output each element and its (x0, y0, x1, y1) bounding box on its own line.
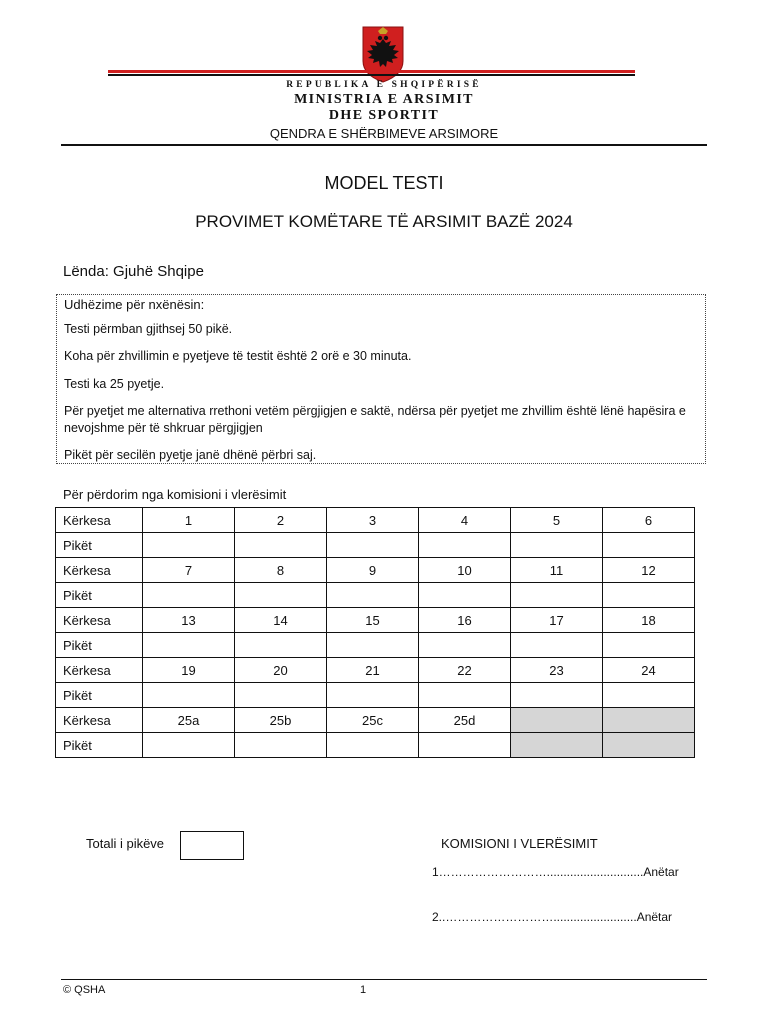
question-number-cell: 15 (327, 608, 419, 633)
instruction-line: Testi ka 25 pyetje. (64, 377, 165, 391)
table-row-kerkesa (56, 658, 695, 683)
points-entry-cell[interactable] (419, 583, 511, 608)
shaded-cell (603, 708, 695, 733)
commission-title: KOMISIONI I VLERËSIMIT (441, 836, 598, 851)
header-red-rule (108, 70, 635, 73)
header-divider (61, 144, 707, 146)
question-number-cell: 20 (235, 658, 327, 683)
total-points-field[interactable] (180, 831, 244, 860)
points-entry-cell[interactable] (419, 733, 511, 758)
points-entry-cell[interactable] (603, 533, 695, 558)
row-label-piket: Pikët (56, 633, 143, 658)
shaded-cell (511, 708, 603, 733)
page-number: 1 (360, 984, 367, 996)
points-entry-cell[interactable] (143, 633, 235, 658)
table-row-piket (56, 583, 695, 608)
points-entry-cell[interactable] (235, 633, 327, 658)
points-entry-cell[interactable] (419, 533, 511, 558)
points-entry-cell[interactable] (235, 583, 327, 608)
points-entry-cell[interactable] (603, 683, 695, 708)
question-number-cell: 22 (419, 658, 511, 683)
question-number-cell: 3 (327, 508, 419, 533)
points-entry-cell[interactable] (327, 583, 419, 608)
points-entry-cell[interactable] (327, 533, 419, 558)
footer-divider (61, 979, 707, 980)
points-entry-cell[interactable] (603, 583, 695, 608)
points-entry-cell[interactable] (603, 633, 695, 658)
row-label-kerkesa: Kërkesa (56, 508, 143, 533)
table-caption: Për përdorim nga komisioni i vlerësimit (63, 487, 287, 502)
table-row-kerkesa (56, 608, 695, 633)
points-entry-cell[interactable] (235, 683, 327, 708)
question-number-cell: 24 (603, 658, 695, 683)
instruction-line: Pikët për secilën pyetje janë dhënë përbri saj. (64, 448, 317, 462)
question-number-cell: 1 (143, 508, 235, 533)
question-number-cell: 11 (511, 558, 603, 583)
question-number-cell: 7 (143, 558, 235, 583)
question-number-cell: 6 (603, 508, 695, 533)
total-points-label: Totali i pikëve (86, 836, 165, 851)
instruction-line: Për pyetjet me alternativa rrethoni vetëm përgjigjen e saktë, ndërsa për pyetjet me zhvillim është lënë hapësira e nevojshme për të shkruar përgjigjen (64, 404, 686, 435)
document-title: MODEL TESTI (324, 173, 444, 193)
instruction-line: Testi përmban gjithsej 50 pikë. (64, 322, 233, 336)
question-number-cell: 17 (511, 608, 603, 633)
question-number-cell: 2 (235, 508, 327, 533)
question-number-cell: 21 (327, 658, 419, 683)
table-row-kerkesa (56, 508, 695, 533)
republika-heading: REPUBLIKA E SHQIPËRISË (286, 80, 482, 90)
instructions-heading: Udhëzime për nxënësin: (64, 297, 205, 312)
commission-member-line-1: 1……………………….............................Anëtar (432, 865, 679, 879)
question-number-cell: 16 (419, 608, 511, 633)
table-row-kerkesa (56, 558, 695, 583)
points-entry-cell[interactable] (419, 633, 511, 658)
points-entry-cell[interactable] (511, 533, 603, 558)
center-heading: QENDRA E SHËRBIMEVE ARSIMORE (269, 126, 499, 141)
question-number-cell: 4 (419, 508, 511, 533)
table-row-piket (56, 733, 695, 758)
question-number-cell: 5 (511, 508, 603, 533)
points-entry-cell[interactable] (143, 733, 235, 758)
document-subtitle: PROVIMET KOMËTARE TË ARSIMIT BAZË 2024 (195, 212, 573, 231)
subject-label: Lënda: Gjuhë Shqipe (63, 263, 204, 280)
table-row-piket (56, 533, 695, 558)
row-label-piket: Pikët (56, 733, 143, 758)
row-label-kerkesa: Kërkesa (56, 608, 143, 633)
row-label-kerkesa: Kërkesa (56, 708, 143, 733)
header-black-rule (108, 74, 635, 76)
table-row-kerkesa (56, 708, 695, 733)
points-entry-cell[interactable] (235, 533, 327, 558)
scoring-table (55, 507, 695, 758)
points-entry-cell[interactable] (419, 683, 511, 708)
points-entry-cell[interactable] (327, 683, 419, 708)
question-number-cell: 10 (419, 558, 511, 583)
question-number-cell: 8 (235, 558, 327, 583)
row-label-piket: Pikët (56, 583, 143, 608)
commission-member-line-2: 2..……………………….........................Anëtar (432, 910, 673, 924)
question-number-cell: 9 (327, 558, 419, 583)
footer-copyright: © QSHA (63, 984, 106, 996)
row-label-kerkesa: Kërkesa (56, 658, 143, 683)
row-label-piket: Pikët (56, 683, 143, 708)
row-label-piket: Pikët (56, 533, 143, 558)
instruction-line: Koha për zhvillimin e pyetjeve të testit është 2 orë e 30 minuta. (64, 349, 412, 363)
points-entry-cell[interactable] (143, 683, 235, 708)
points-entry-cell[interactable] (327, 733, 419, 758)
question-number-cell: 12 (603, 558, 695, 583)
shaded-cell (603, 733, 695, 758)
instructions-box (56, 294, 706, 464)
shaded-cell (511, 733, 603, 758)
question-number-cell: 23 (511, 658, 603, 683)
points-entry-cell[interactable] (235, 733, 327, 758)
question-number-cell: 25a (143, 708, 235, 733)
question-number-cell: 14 (235, 608, 327, 633)
points-entry-cell[interactable] (511, 583, 603, 608)
question-number-cell: 25d (419, 708, 511, 733)
ministry-heading: MINISTRIA E ARSIMIT (294, 92, 474, 107)
row-label-kerkesa: Kërkesa (56, 558, 143, 583)
points-entry-cell[interactable] (143, 533, 235, 558)
table-row-piket (56, 683, 695, 708)
question-number-cell: 25c (327, 708, 419, 733)
points-entry-cell[interactable] (511, 633, 603, 658)
points-entry-cell[interactable] (511, 683, 603, 708)
question-number-cell: 25b (235, 708, 327, 733)
question-number-cell: 18 (603, 608, 695, 633)
ministry-heading-sport: DHE SPORTIT (328, 108, 440, 123)
question-number-cell: 19 (143, 658, 235, 683)
points-entry-cell[interactable] (143, 583, 235, 608)
table-row-piket (56, 633, 695, 658)
points-entry-cell[interactable] (327, 633, 419, 658)
question-number-cell: 13 (143, 608, 235, 633)
